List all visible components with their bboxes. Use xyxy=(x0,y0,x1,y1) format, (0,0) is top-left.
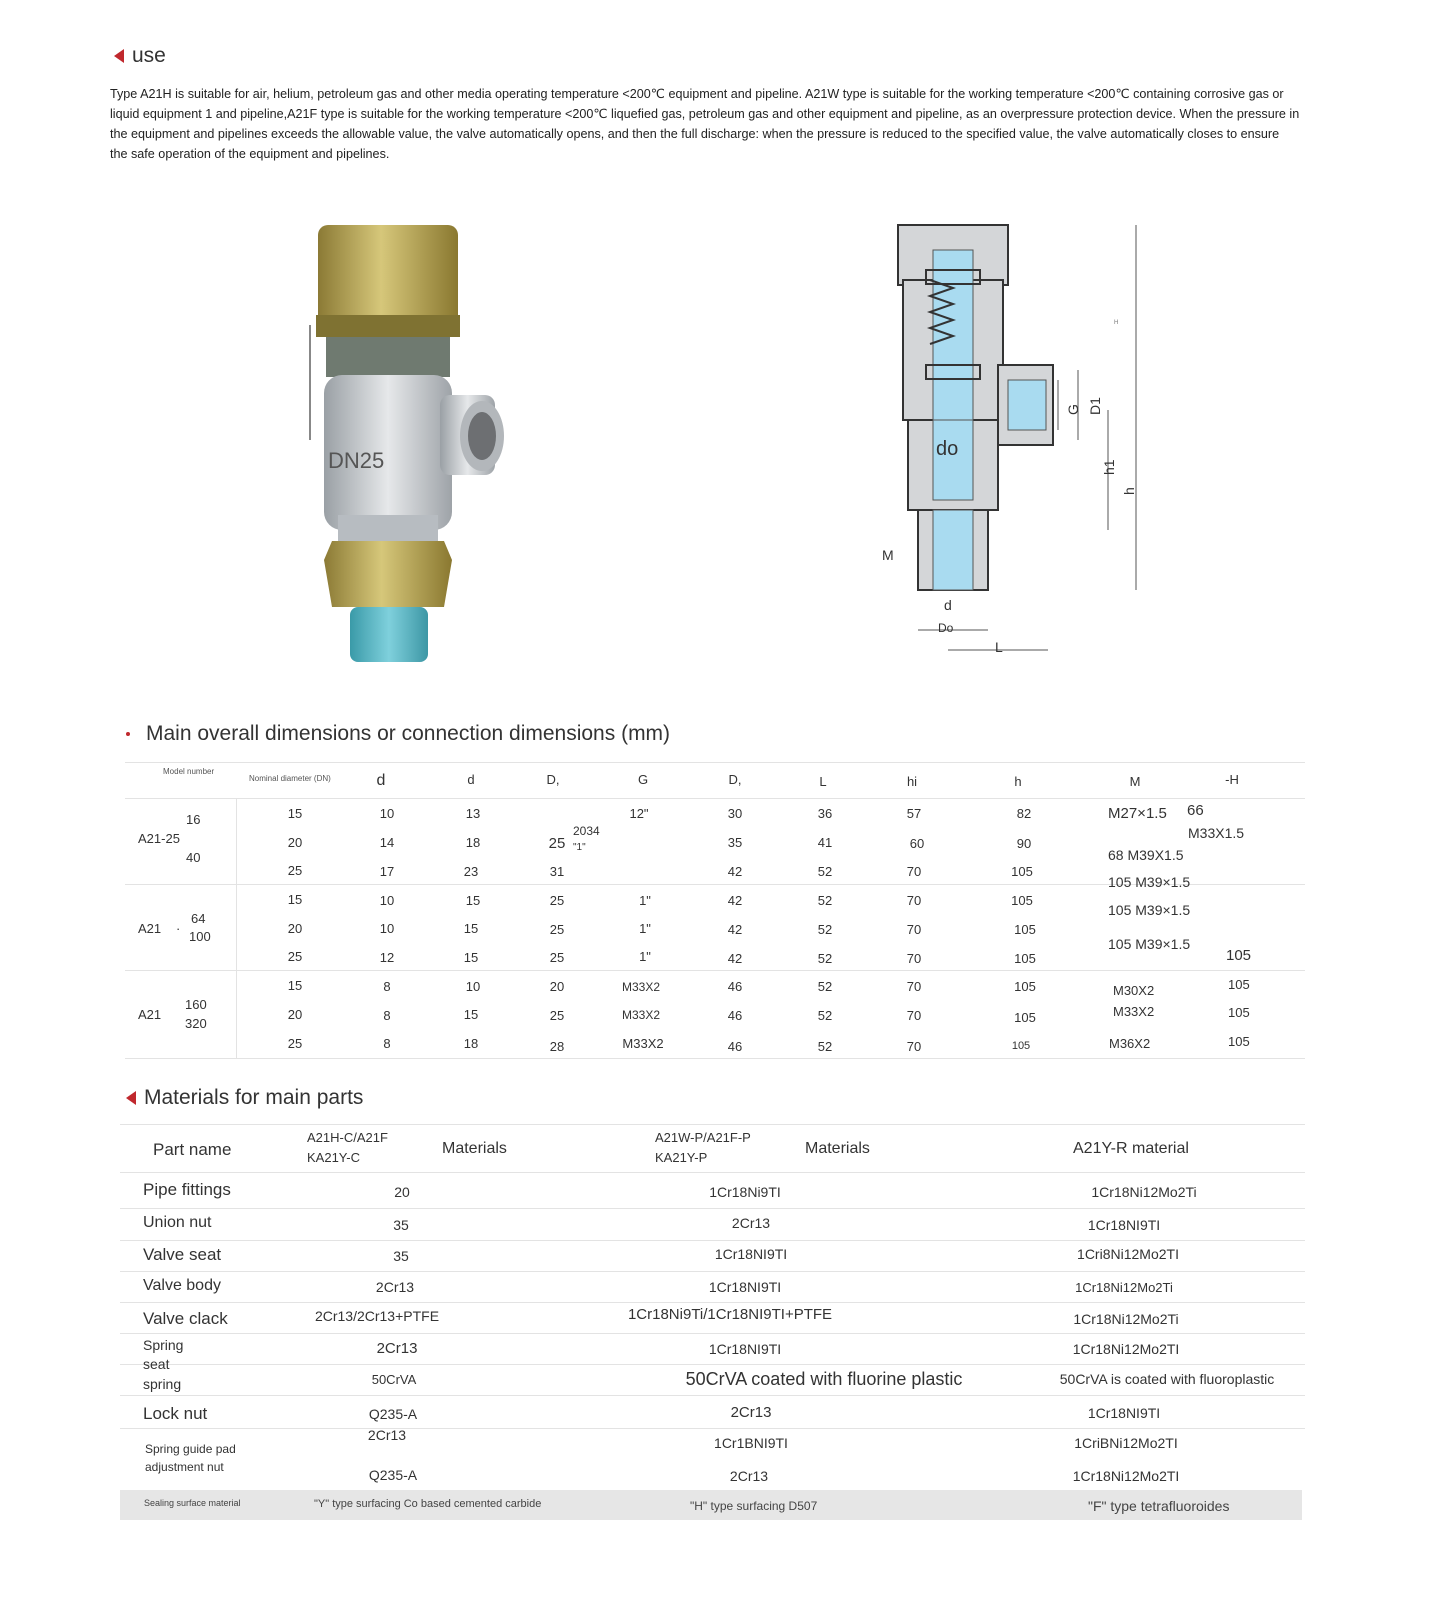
svg-text:Do: Do xyxy=(938,621,954,635)
use-description: Type A21H is suitable for air, helium, petroleum gas and other media operating temperature <200℃ equipment and pipeline. A21W type is suitable for the working temperature <200℃ containing corrosive gas or liquid equipment 1 and pipeline,A21F type is suitable for the working temperature <200℃ liquefied gas, petroleum gas and other equipment and pipeline, as an overpressure protection device. When the pressure in the equipment and pipelines exceeds the allowable value, the valve automatically opens, and then the full discharge: when the pressure is reduced to the specified value, the valve automatically closes to ensure the safe operation of the equipment and pipelines. xyxy=(110,87,1300,161)
valve-cross-section-diagram xyxy=(878,220,1158,670)
svg-text:H: H xyxy=(1114,320,1119,326)
sealing-surface-label: Sealing surface material xyxy=(144,1498,241,1508)
valve-photo xyxy=(290,215,520,675)
svg-text:h1: h1 xyxy=(1101,459,1117,475)
materials-section-title: Materials for main parts xyxy=(126,1086,363,1110)
svg-text:M: M xyxy=(882,547,894,563)
model-a21-64-100: A21 xyxy=(138,921,162,936)
header-model-number: Model number xyxy=(163,767,215,776)
svg-text:L: L xyxy=(995,639,1003,655)
header-part-name: Part name xyxy=(153,1140,232,1159)
model-a21-25: A21-25 xyxy=(138,831,180,846)
header-nominal-diameter: Nominal diameter (DN) xyxy=(249,774,331,783)
model-a21-160-320: A21 xyxy=(138,1007,162,1022)
svg-text:d: d xyxy=(944,597,952,613)
section-marker-icon xyxy=(114,49,124,63)
dn-label: DN25 xyxy=(328,448,385,473)
section-marker-icon xyxy=(126,1091,136,1105)
svg-text:D1: D1 xyxy=(1087,397,1103,415)
svg-text:do: do xyxy=(936,438,959,460)
section-marker-icon xyxy=(126,732,130,736)
svg-text:h: h xyxy=(1121,487,1137,495)
use-section-title: use xyxy=(114,44,166,68)
dimensions-section-title: Main overall dimensions or connection dimensions (mm) xyxy=(126,722,670,746)
svg-text:G: G xyxy=(1065,404,1081,415)
